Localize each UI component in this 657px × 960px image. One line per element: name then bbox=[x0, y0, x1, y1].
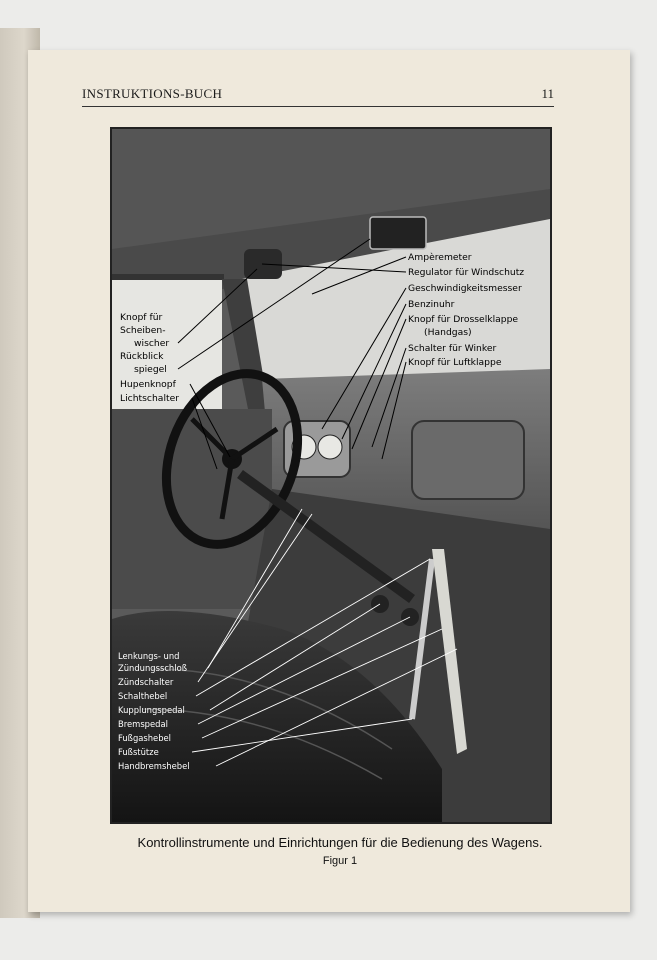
page-number: 11 bbox=[541, 86, 554, 101]
label-wischer: wischer bbox=[134, 338, 170, 349]
label-luftklappe: Knopf für Luftklappe bbox=[408, 357, 502, 368]
label-kupplungspedal: Kupplungspedal bbox=[118, 705, 185, 715]
rear-view-mirror bbox=[370, 217, 426, 249]
label-hupenknopf: Hupenknopf bbox=[120, 379, 176, 390]
label-fussstuetze: Fußstütze bbox=[118, 747, 159, 757]
label-drosselklappe: Knopf für Drosselklappe bbox=[408, 314, 519, 325]
figure-caption: Kontrollinstrumente und Einrichtungen für die Bedienung des Wagens. bbox=[137, 835, 543, 850]
label-spiegel: spiegel bbox=[134, 364, 167, 375]
book-title: INSTRUKTIONS-BUCH bbox=[82, 86, 223, 101]
running-header bbox=[82, 84, 554, 107]
car-interior-illustration bbox=[112, 129, 550, 822]
label-schalthebel: Schalthebel bbox=[118, 691, 168, 701]
label-rueckblick: Rückblick bbox=[120, 351, 164, 362]
label-knopf-fuer: Knopf für bbox=[120, 312, 163, 323]
label-zuendschalter: Zündschalter bbox=[118, 677, 174, 687]
label-zuendungsschloss: Zündungsschloß bbox=[118, 663, 187, 673]
label-handgas: (Handgas) bbox=[424, 327, 472, 338]
label-fussgashebel: Fußgashebel bbox=[118, 733, 172, 743]
label-bremspedal: Bremspedal bbox=[118, 719, 168, 729]
label-lichtschalter: Lichtschalter bbox=[120, 393, 180, 404]
label-amperemeter: Ampèremeter bbox=[408, 252, 472, 263]
label-regulator-windschutz: Regulator für Windschutz bbox=[408, 267, 525, 278]
door-panel bbox=[112, 409, 272, 609]
figure-number: Figur 1 bbox=[322, 855, 358, 867]
label-schalter-winker: Schalter für Winker bbox=[408, 343, 497, 354]
label-scheiben: Scheiben- bbox=[120, 325, 166, 336]
glovebox bbox=[412, 421, 524, 499]
label-benzinuhr: Benzinuhr bbox=[408, 299, 455, 310]
label-handbremshebel: Handbremshebel bbox=[118, 761, 190, 771]
label-lenkungs: Lenkungs- und bbox=[118, 651, 180, 661]
label-geschwindigkeitsmesser: Geschwindigkeitsmesser bbox=[408, 283, 522, 294]
dashboard-photograph bbox=[110, 127, 552, 824]
